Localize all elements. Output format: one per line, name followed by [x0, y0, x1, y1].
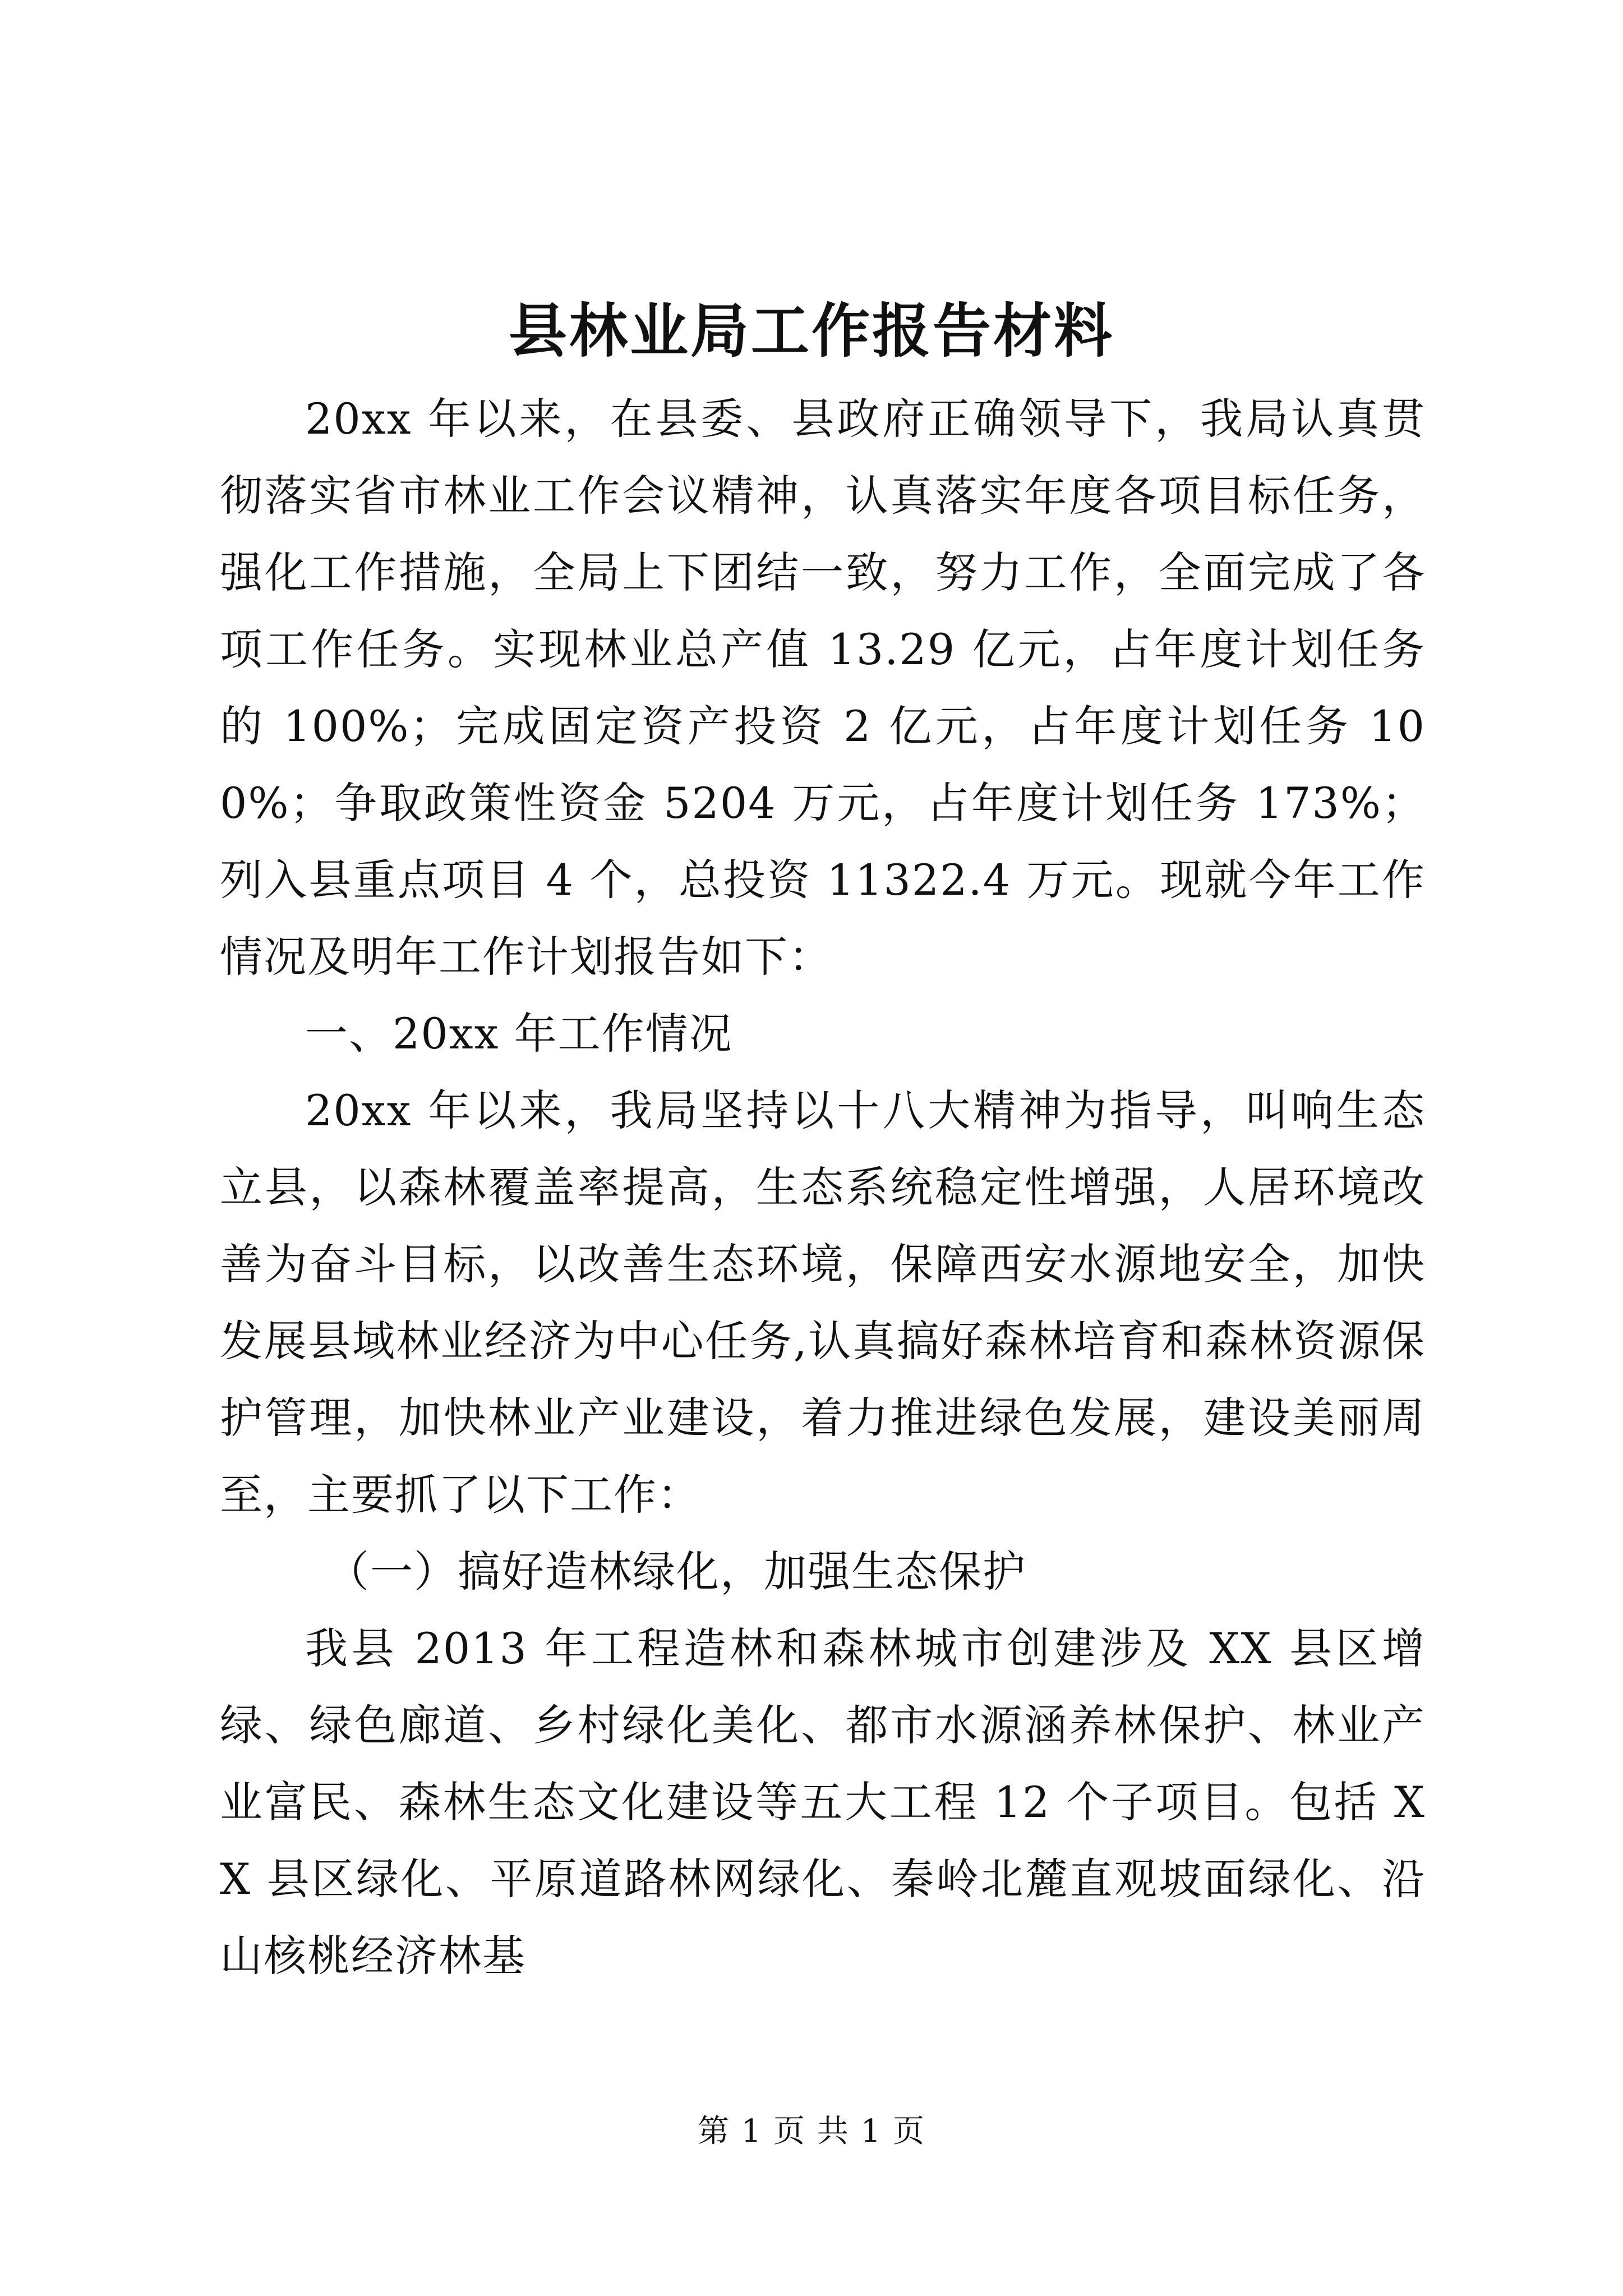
- section-heading-1: 一、20xx 年工作情况: [305, 1009, 733, 1059]
- page-footer: 第 1 页 共 1 页: [697, 2113, 926, 2150]
- document-body: [220, 380, 1426, 1994]
- paragraph-intro: 20xx 年以来，在县委、县政府正确领导下，我局认真贯彻落实省市林业工作会议精神，认真落实年度各项目标任务，强化工作措施，全局上下团结一致，努力工作，全面完成了各项工作任务。实现林业总产值 13.29 亿元，占年度计划任务的 100%；完成固定资产投资 2 亿元，占年度计划任务 100%；争取政策性资金 5204 万元，占年度计划任务 173%；列入县重点项目 4 个，总投资 11322.4 万元。现就今年工作情况及明年工作计划报告如下：: [220, 394, 1426, 982]
- paragraph-work-overview: 20xx 年以来，我局坚持以十八大精神为指导，叫响生态立县，以森林覆盖率提高，生态系统稳定性增强，人居环境改善为奋斗目标，以改善生态环境，保障西安水源地安全，加快发展县域林业经济为中心任务,认真搞好森林培育和森林资源保护管理，加快林业产业建设，着力推进绿色发展，建设美丽周至，主要抓了以下工作：: [220, 1085, 1426, 1520]
- paragraph-afforestation: 我县 2013 年工程造林和森林城市创建涉及 XX 县区增绿、绿色廊道、乡村绿化美化、都市水源涵养林保护、林业产业富民、森林生态文化建设等五大工程 12 个子项目。包括 XX 县区绿化、平原道路林网绿化、秦岭北麓直观坡面绿化、沿山核桃经济林基: [220, 1623, 1426, 1981]
- document-title: 县林业局工作报告材料: [508, 296, 1114, 365]
- subsection-heading-1: （一）搞好造林绿化，加强生态保护: [326, 1547, 1026, 1596]
